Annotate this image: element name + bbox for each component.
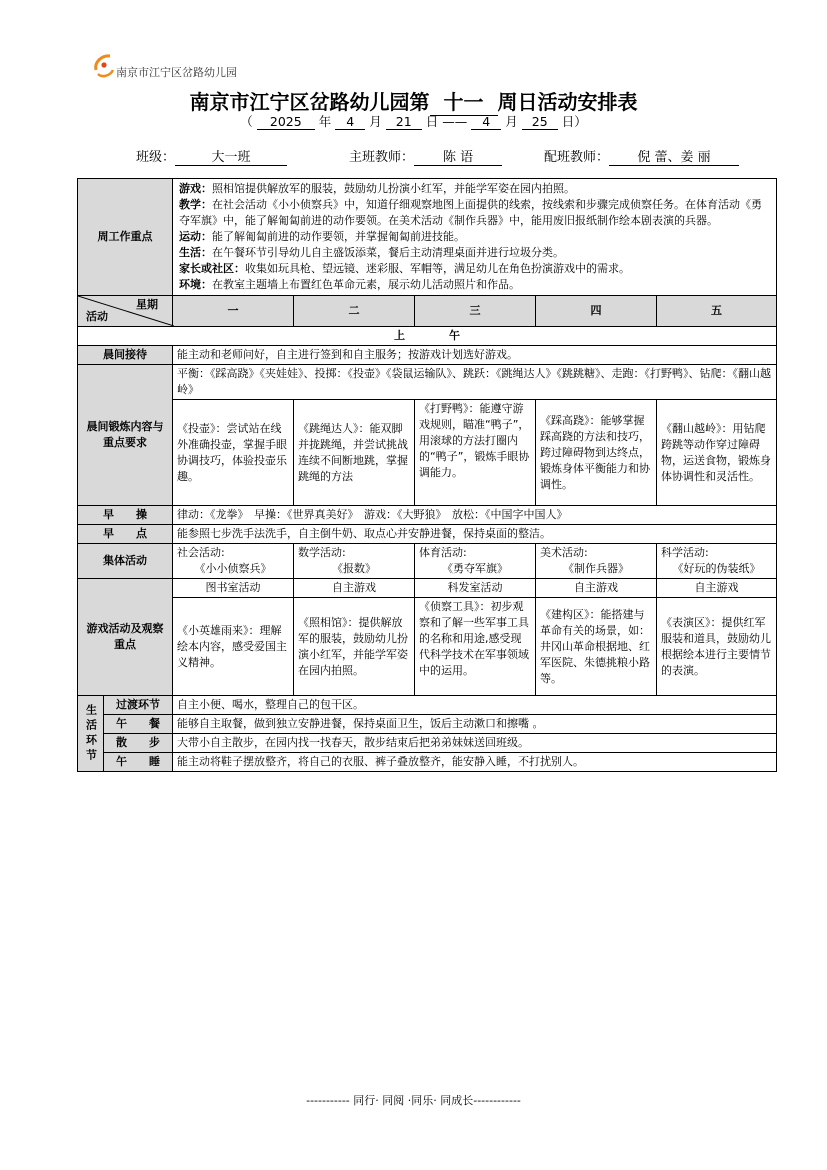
- schedule-table: [77, 178, 777, 772]
- date-open: （: [240, 114, 253, 129]
- play-thu: 《建构区》：能搭建与革命有关的场景，如：井冈山革命根据地、红军医院、朱德挑粮小路等。: [536, 598, 657, 696]
- life-row: [78, 696, 777, 715]
- play-head-thu: 自主游戏: [536, 579, 657, 598]
- focus-value: 收集如玩具枪、望远镜、迷彩服、军帽等，满足幼儿在角色扮演游戏中的需求。: [245, 262, 630, 275]
- teacher-label: 主班教师：: [349, 150, 415, 165]
- focus-label: 周工作重点: [78, 179, 173, 296]
- play-content-row: [78, 598, 777, 696]
- date-range: [0, 112, 827, 130]
- group-activity-fri: [657, 544, 777, 579]
- group-activity-tue: [294, 544, 415, 579]
- week-number: 十一: [430, 86, 498, 116]
- focus-key: 教学：: [179, 198, 212, 211]
- play-head-row: [78, 579, 777, 598]
- group-activity-row: [78, 544, 777, 579]
- early-exercise-row: [78, 506, 777, 525]
- focus-value: 能了解匍匐前进的动作要领，并掌握匍匐前进技能。: [212, 230, 465, 243]
- focus-key: 环境：: [179, 278, 212, 291]
- play-tue: 《照相馆》：提供解放军的服装，鼓励幼儿扮演小红军，并能学军姿在园内拍照。: [294, 598, 415, 696]
- life-item-label: 午 餐: [104, 715, 173, 734]
- group-activity-mon: [173, 544, 294, 579]
- focus-value: 照相馆提供解放军的服装，鼓励幼儿扮演小红军，并能学军姿在园内拍照。: [212, 182, 575, 195]
- focus-item: [179, 277, 770, 293]
- play-head-tue: 自主游戏: [294, 579, 415, 598]
- day-header-mon: 一: [173, 296, 294, 327]
- exercise-mon: 《投壶》：尝试站在线外准确投壶，掌握手眼协调技巧，体验投壶乐趣。: [173, 400, 294, 506]
- exercise-summary-row: [78, 365, 777, 400]
- corner-activity-label: 活动: [86, 310, 108, 323]
- exercise-label: 晨间锻炼内容与重点要求: [78, 365, 173, 506]
- activity-name: 《报数》: [332, 562, 376, 575]
- date-day-unit: 日: [425, 114, 439, 129]
- logo-icon: [92, 52, 116, 80]
- focus-item: [179, 261, 770, 277]
- logo-text: 南京市江宁区岔路幼儿园: [116, 66, 237, 79]
- life-item-label: 午 睡: [104, 753, 173, 772]
- activity-type: 美术活动:: [540, 546, 588, 559]
- exercise-thu: 《踩高跷》：能够掌握踩高跷的方法和技巧，跨过障碍物到达终点，锻炼身体平衡能力和协调性。: [536, 400, 657, 506]
- group-activity-thu: [536, 544, 657, 579]
- focus-value: 在午餐环节引导幼儿自主盛饭添菜，餐后主动清理桌面并进行垃圾分类。: [212, 246, 564, 259]
- life-item-text: 能够自主取餐，做到独立安静进餐，保持桌面卫生，饭后主动漱口和擦嘴 。: [173, 715, 777, 734]
- focus-item: [179, 245, 770, 261]
- snack-label: 早 点: [78, 525, 173, 544]
- exercise-fri: 《翻山越岭》：用钻爬跨跳等动作穿过障碍物，运送食物，锻炼身体协调性和灵活性。: [657, 400, 777, 506]
- activity-type: 体育活动:: [419, 546, 467, 559]
- class-field: [136, 146, 287, 166]
- exercise-wed: 《打野鸭》：能遵守游戏规则，瞄准“鸭子”，用滚球的方法打圈内的“鸭子”，锻炼手眼协调能力。: [415, 400, 536, 506]
- life-section-label: 生活环节: [78, 696, 104, 772]
- life-item-text: 大带小自主散步，在园内找一找春天，散步结束后把弟弟妹妹送回班级。: [173, 734, 777, 753]
- date-year-unit: 年: [318, 114, 332, 129]
- reception-label: 晨间接待: [78, 346, 173, 365]
- morning-section-label: 上 午: [78, 327, 777, 346]
- title-prefix: 南京市江宁区岔路幼儿园第: [189, 90, 430, 114]
- date-month-unit: 月: [369, 114, 382, 129]
- activity-name: 《小小侦察兵》: [194, 562, 272, 575]
- date-month-start: 4: [335, 114, 365, 130]
- class-label: 班级：: [136, 150, 176, 165]
- teacher-field: [349, 146, 502, 166]
- date-day-start: 21: [386, 114, 422, 130]
- footer-motto: ----------- 同行· 同阅 ·同乐· 同成长------------: [306, 1094, 521, 1107]
- day-header-thu: 四: [536, 296, 657, 327]
- focus-key: 游戏：: [179, 182, 212, 195]
- day-header-fri: 五: [657, 296, 777, 327]
- corner-weekday-label: 星期: [136, 298, 158, 311]
- title-suffix: 周日活动安排表: [497, 90, 638, 114]
- date-month-unit-2: 月: [505, 114, 518, 129]
- focus-item: [179, 181, 770, 197]
- early-exercise-label: 早 操: [78, 506, 173, 525]
- focus-value: 在社会活动《小小侦察兵》中，知道仔细观察地图上面提供的线索，按线索和步骤完成侦察任务。在体育活动《勇夺军旗》中，能了解匍匐前进的动作要领。在美术活动《制作兵器》中，能用废旧报纸制作绘本剧表演的兵器。: [179, 198, 762, 227]
- focus-value: 在教室主题墙上布置红色革命元素，展示幼儿活动照片和作品。: [212, 278, 520, 291]
- date-day-unit-2: 日）: [561, 114, 587, 129]
- reception-row: [78, 346, 777, 365]
- snack-row: [78, 525, 777, 544]
- play-head-wed: 科发室活动: [415, 579, 536, 598]
- focus-content: [173, 179, 777, 296]
- play-mon: 《小英雄雨来》：理解绘本内容，感受爱国主义精神。: [173, 598, 294, 696]
- focus-item: [179, 197, 770, 229]
- focus-key: 生活：: [179, 246, 212, 259]
- reception-text: 能主动和老师问好，自主进行签到和自主服务；按游戏计划选好游戏。: [173, 346, 777, 365]
- day-header-tue: 二: [294, 296, 415, 327]
- play-wed: 《侦察工具》：初步观察和了解一些军事工具的名称和用途,感受现代科学技术在军事领域中的运用。: [415, 598, 536, 696]
- activity-type: 科学活动:: [661, 546, 709, 559]
- date-dash: ——: [442, 114, 468, 129]
- assistant-label: 配班教师：: [544, 150, 610, 165]
- day-header-wed: 三: [415, 296, 536, 327]
- header-corner: [78, 296, 173, 327]
- snack-text: 能参照七步洗手法洗手，自主倒牛奶、取点心并安静进餐，保持桌面的整洁。: [173, 525, 777, 544]
- play-fri: 《表演区》：提供红军服装和道具，鼓励幼儿根据绘本进行主要情节的表演。: [657, 598, 777, 696]
- activity-name: 《好玩的伪装纸》: [672, 562, 761, 575]
- focus-row: [78, 179, 777, 296]
- date-year: 2025: [257, 114, 315, 130]
- date-month-end: 4: [471, 114, 501, 130]
- early-exercise-text: 律动：《龙拳》 早操：《世界真美好》 游戏：《大野狼》 放松：《中国字中国人》: [173, 506, 777, 525]
- play-head-fri: 自主游戏: [657, 579, 777, 598]
- activity-name: 《制作兵器》: [563, 562, 629, 575]
- group-activity-wed: [415, 544, 536, 579]
- exercise-tue: 《跳绳达人》：能双脚并拢跳绳，并尝试挑战连续不间断地跳，掌握跳绳的方法: [294, 400, 415, 506]
- assistant-value: 倪 蕾、姜 丽: [609, 146, 739, 166]
- teacher-value: 陈 语: [414, 146, 502, 166]
- life-item-label: 过渡环节: [104, 696, 173, 715]
- activity-name: 《勇夺军旗》: [442, 562, 508, 575]
- kindergarten-logo: [92, 52, 262, 82]
- play-label: 游戏活动及观察重点: [78, 579, 173, 696]
- exercise-summary: 平衡：《踩高跷》《夹娃娃》、投掷：《投壶》《袋鼠运输队》、跳跃：《跳绳达人》《跳跳糖》、走跑：《打野鸭》、钻爬：《翻山越岭》: [173, 365, 777, 400]
- assistant-teacher-field: [544, 146, 739, 166]
- class-value: 大一班: [175, 146, 287, 166]
- play-head-mon: 图书室活动: [173, 579, 294, 598]
- focus-key: 运动：: [179, 230, 212, 243]
- group-activity-label: 集体活动: [78, 544, 173, 579]
- life-item-text: 自主小便、喝水，整理自己的包干区。: [173, 696, 777, 715]
- morning-section-row: [78, 327, 777, 346]
- exercise-days-row: [78, 400, 777, 506]
- days-header-row: [78, 296, 777, 327]
- life-item-label: 散 步: [104, 734, 173, 753]
- activity-type: 数学活动:: [298, 546, 346, 559]
- focus-key: 家长或社区：: [179, 262, 245, 275]
- life-row: [78, 715, 777, 734]
- life-row: [78, 734, 777, 753]
- activity-type: 社会活动:: [177, 546, 225, 559]
- life-item-text: 能主动将鞋子摆放整齐，将自己的衣服、裤子叠放整齐，能安静入睡，不打扰别人。: [173, 753, 777, 772]
- date-day-end: 25: [522, 114, 558, 130]
- focus-item: [179, 229, 770, 245]
- life-row: [78, 753, 777, 772]
